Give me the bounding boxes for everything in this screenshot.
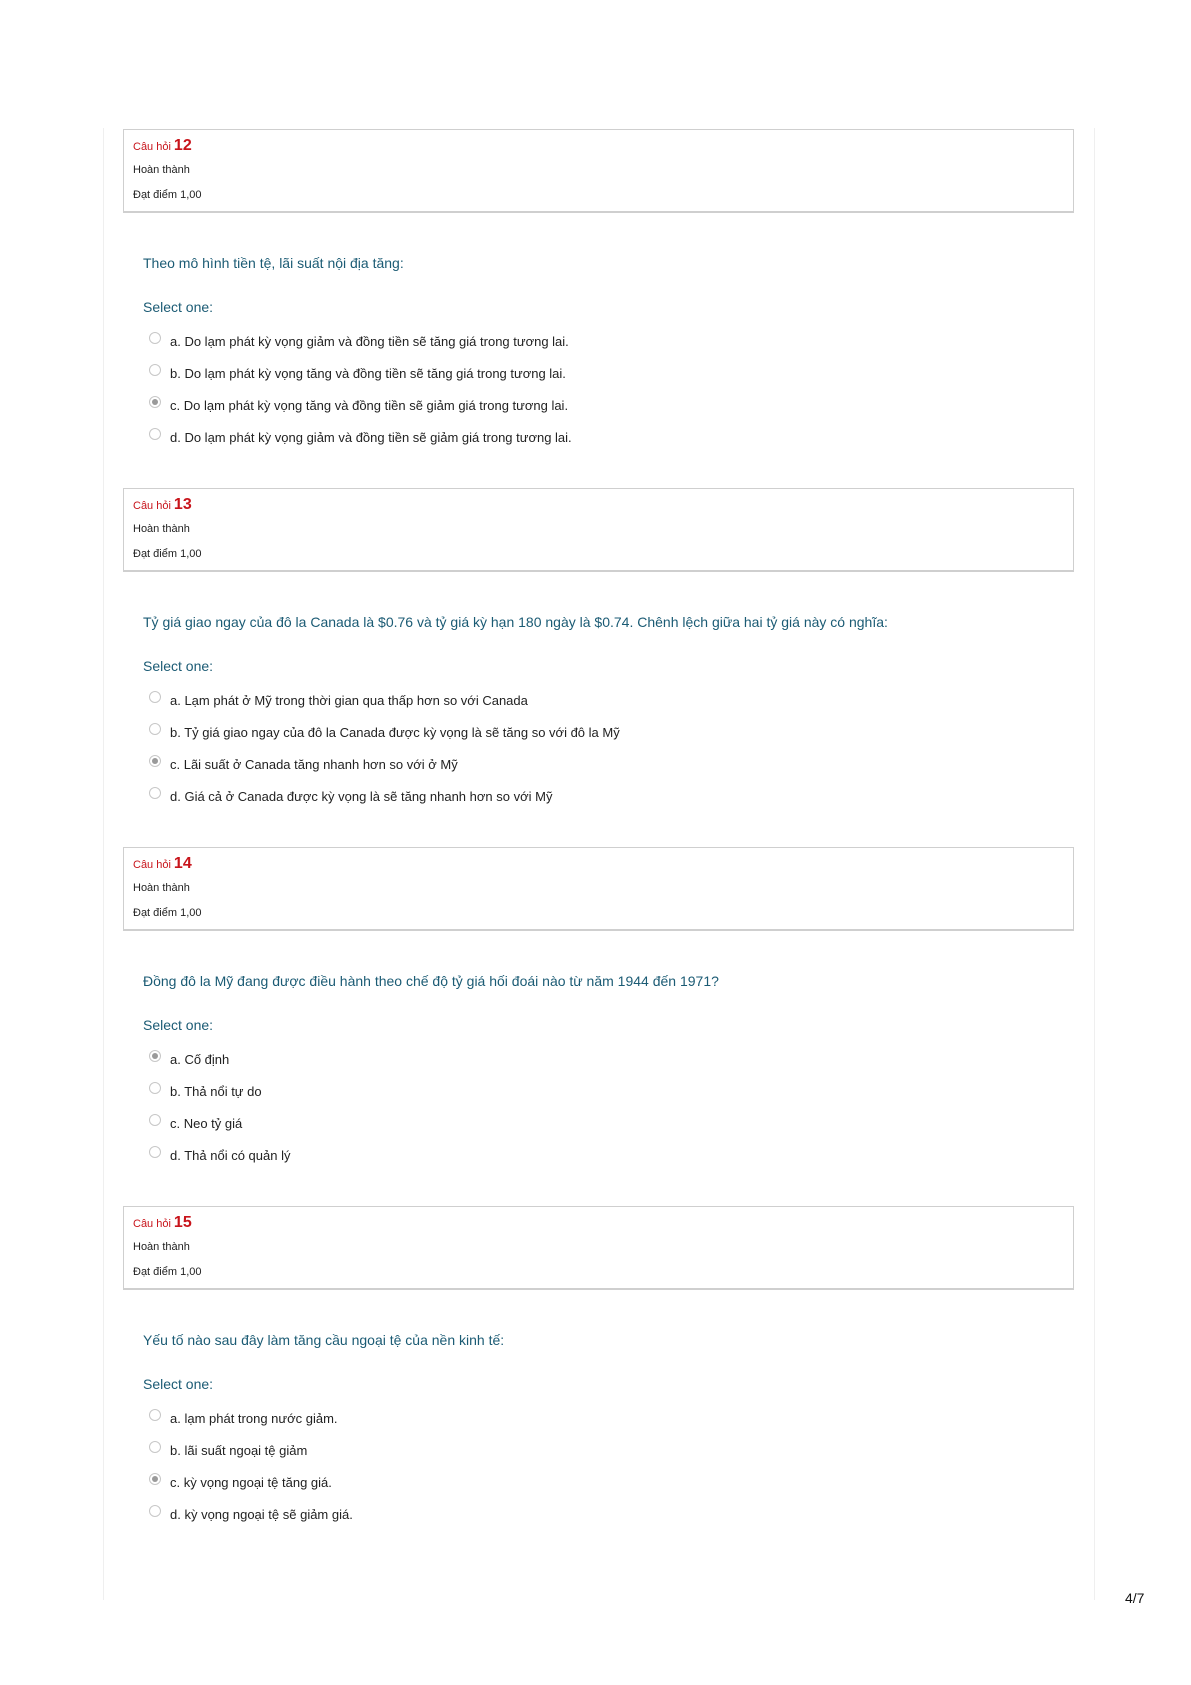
answer-option-c[interactable] — [143, 1107, 1074, 1139]
question-text: Theo mô hình tiền tệ, lãi suất nội địa tăng: — [143, 255, 404, 271]
answer-option-d[interactable] — [143, 1498, 1074, 1530]
radio-button[interactable] — [149, 1441, 161, 1453]
question-14 — [123, 847, 1074, 1171]
option-text: a. lạm phát trong nước giảm. — [170, 1410, 338, 1426]
radio-button[interactable] — [149, 332, 161, 344]
question-text: Tỷ giá giao ngay của đô la Canada là $0.76 và tỷ giá kỳ hạn 180 ngày là $0.74. Chênh lệch giữa hai tỷ giá này có nghĩa: — [143, 614, 888, 630]
answer-options — [143, 1043, 1074, 1171]
option-text: a. Do lạm phát kỳ vọng giảm và đồng tiền sẽ tăng giá trong tương lai. — [170, 333, 569, 349]
select-one-prompt: Select one: — [143, 1017, 214, 1033]
question-12 — [123, 129, 1074, 453]
option-text: a. Lạm phát ở Mỹ trong thời gian qua thấp hơn so với Canada — [170, 692, 528, 708]
answer-option-d[interactable] — [143, 780, 1074, 812]
question-number: 13 — [173, 496, 192, 513]
option-text: c. kỳ vọng ngoại tệ tăng giá. — [170, 1474, 332, 1490]
question-number: 15 — [173, 1214, 192, 1231]
question-label: Câu hỏi 14 — [133, 855, 192, 872]
question-15 — [123, 1206, 1074, 1530]
radio-button[interactable] — [149, 1082, 161, 1094]
answer-option-c[interactable] — [143, 389, 1074, 421]
radio-button-selected[interactable] — [149, 1050, 161, 1062]
question-status: Hoàn thành — [133, 1241, 190, 1253]
question-status: Hoàn thành — [133, 523, 190, 535]
radio-button[interactable] — [149, 787, 161, 799]
answer-option-d[interactable] — [143, 421, 1074, 453]
question-info-box — [123, 129, 1074, 213]
option-text: d. Giá cả ở Canada được kỳ vọng là sẽ tăng nhanh hơn so với Mỹ — [170, 788, 553, 804]
option-text: d. Do lạm phát kỳ vọng giảm và đồng tiền sẽ giảm giá trong tương lai. — [170, 429, 572, 445]
select-one-prompt: Select one: — [143, 299, 214, 315]
select-one-prompt: Select one: — [143, 1376, 214, 1392]
question-status: Hoàn thành — [133, 882, 190, 894]
radio-button[interactable] — [149, 723, 161, 735]
answer-option-b[interactable] — [143, 1075, 1074, 1107]
question-number: 14 — [173, 855, 192, 872]
answer-option-a[interactable] — [143, 325, 1074, 357]
question-info-box — [123, 847, 1074, 931]
answer-option-b[interactable] — [143, 716, 1074, 748]
answer-option-b[interactable] — [143, 357, 1074, 389]
option-text: c. Lãi suất ở Canada tăng nhanh hơn so với ở Mỹ — [170, 756, 458, 772]
option-text: b. lãi suất ngoại tệ giảm — [170, 1442, 308, 1458]
question-status: Hoàn thành — [133, 164, 190, 176]
question-text: Yếu tố nào sau đây làm tăng cầu ngoại tệ của nền kinh tế: — [143, 1332, 505, 1348]
answer-option-a[interactable] — [143, 1043, 1074, 1075]
answer-option-b[interactable] — [143, 1434, 1074, 1466]
option-text: d. kỳ vọng ngoại tệ sẽ giảm giá. — [170, 1506, 353, 1522]
radio-button[interactable] — [149, 691, 161, 703]
answer-options — [143, 1402, 1074, 1530]
answer-option-d[interactable] — [143, 1139, 1074, 1171]
answer-option-a[interactable] — [143, 1402, 1074, 1434]
answer-option-c[interactable] — [143, 1466, 1074, 1498]
answer-options — [143, 684, 1074, 812]
radio-button-selected[interactable] — [149, 396, 161, 408]
answer-options — [143, 325, 1074, 453]
radio-button[interactable] — [149, 1146, 161, 1158]
radio-button-selected[interactable] — [149, 1473, 161, 1485]
radio-button[interactable] — [149, 1114, 161, 1126]
question-label: Câu hỏi 15 — [133, 1214, 192, 1231]
option-text: b. Do lạm phát kỳ vọng tăng và đồng tiền sẽ tăng giá trong tương lai. — [170, 365, 566, 381]
radio-button[interactable] — [149, 1505, 161, 1517]
question-grade: Đạt điểm 1,00 — [133, 1266, 202, 1278]
radio-button[interactable] — [149, 364, 161, 376]
question-info-box — [123, 488, 1074, 572]
page-number: 4/7 — [1125, 1590, 1145, 1606]
question-grade: Đạt điểm 1,00 — [133, 907, 202, 919]
select-one-prompt: Select one: — [143, 658, 214, 674]
question-grade: Đạt điểm 1,00 — [133, 189, 202, 201]
option-text: c. Do lạm phát kỳ vọng tăng và đồng tiền sẽ giảm giá trong tương lai. — [170, 397, 569, 413]
question-text: Đồng đô la Mỹ đang được điều hành theo chế độ tỷ giá hối đoái nào từ năm 1944 đến 1971? — [143, 973, 719, 989]
question-info-box — [123, 1206, 1074, 1290]
option-text: d. Thả nổi có quản lý — [170, 1147, 291, 1163]
question-13 — [123, 488, 1074, 812]
question-grade: Đạt điểm 1,00 — [133, 548, 202, 560]
question-label: Câu hỏi 12 — [133, 137, 192, 154]
option-text: b. Thả nổi tự do — [170, 1083, 262, 1099]
option-text: c. Neo tỷ giá — [170, 1115, 243, 1131]
question-number: 12 — [173, 137, 192, 154]
radio-button-selected[interactable] — [149, 755, 161, 767]
answer-option-a[interactable] — [143, 684, 1074, 716]
answer-option-c[interactable] — [143, 748, 1074, 780]
radio-button[interactable] — [149, 1409, 161, 1421]
option-text: a. Cố định — [170, 1051, 230, 1067]
option-text: b. Tỷ giá giao ngay của đô la Canada được kỳ vọng là sẽ tăng so với đô la Mỹ — [170, 724, 620, 740]
question-label: Câu hỏi 13 — [133, 496, 192, 513]
radio-button[interactable] — [149, 428, 161, 440]
